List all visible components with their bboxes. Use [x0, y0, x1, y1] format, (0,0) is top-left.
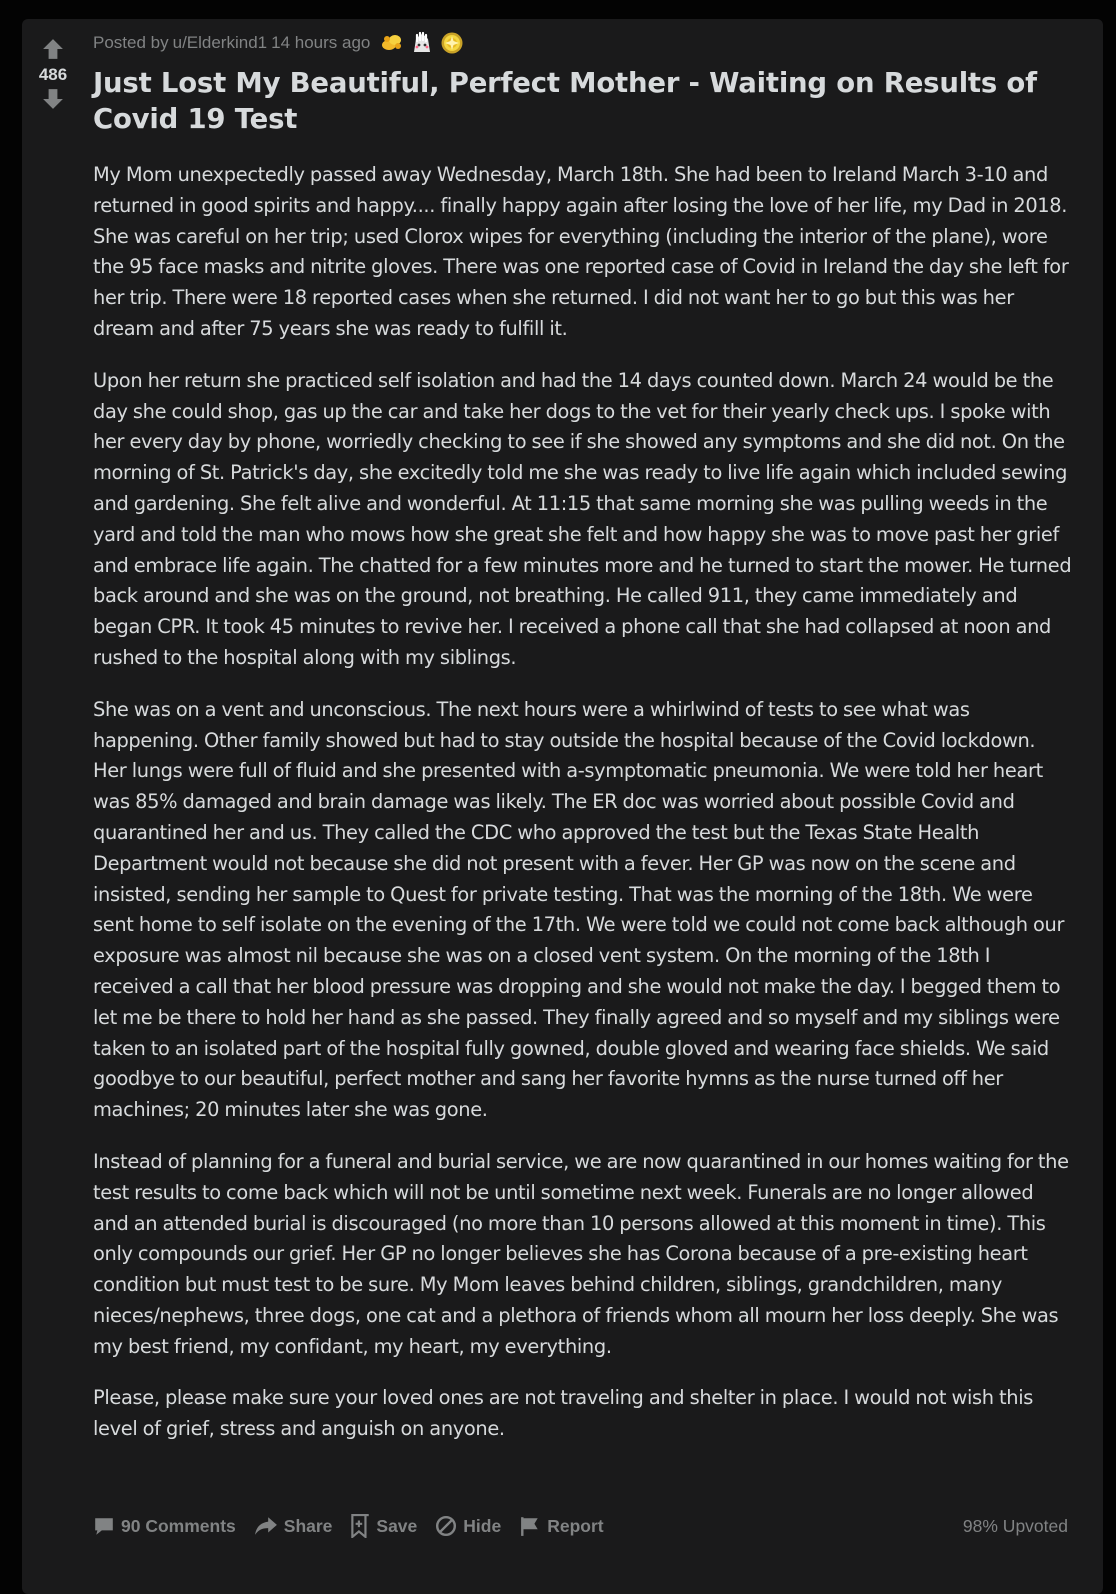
save-button[interactable]	[350, 1514, 417, 1538]
comments-button[interactable]	[93, 1515, 236, 1537]
hide-button[interactable]	[435, 1515, 501, 1537]
hide-label: Hide	[463, 1515, 502, 1536]
bookmark-plus-icon	[350, 1514, 370, 1538]
awards-list[interactable]	[380, 31, 464, 55]
post-content	[93, 19, 1073, 1466]
vote-score: 486	[38, 65, 68, 84]
hide-icon	[435, 1515, 457, 1537]
body-paragraph-2: Upon her return she practiced self isolation and had the 14 days counted down. March 24 would be the day she could shop, gas up the car and take her dogs to the vet for their yearly check ups. I spoke with her every day by phone, worriedly checking to see if she showed any symptoms and she did not. On the morning of St. Patrick's day, she excitedly told me she was ready to live life again which included sewing and gardening. She felt alive and wonderful. At 11:15 that same morning she was pulling weeds in the yard and told the man who mows how she great she felt and how happy she was to move past her grief and embrace life again. The chatted for a few minutes more and he turned to start the mower. He turned back around and she was on the ground, not breathing. He called 911, they came immediately and began CPR. It took 45 minutes to revive her. I received a phone call that she had collapsed at noon and rushed to the hospital along with my siblings.	[93, 368, 1072, 669]
report-label: Report	[547, 1515, 604, 1536]
comments-label: 90 Comments	[121, 1515, 236, 1536]
post-time[interactable]: 14 hours ago	[271, 33, 371, 52]
share-button[interactable]	[254, 1515, 333, 1537]
flag-icon	[519, 1515, 541, 1537]
body-paragraph-1: My Mom unexpectedly passed away Wednesday, March 18th. She had been to Ireland March 3-10 and returned in good spirits and happy.... finally happy again after losing the love of her life, my Dad in 2018. She was careful on her trip; used Clorox wipes for everything (including the interior of the plane), wore the 95 face masks and nitrite gloves. There was one reported case of Covid in Ireland the day she left for her trip. There were 18 reported cases when she returned. I did not want her to go but this was her dream and after 75 years she was ready to fulfill it.	[93, 163, 1069, 340]
share-label: Share	[283, 1515, 333, 1536]
downvote-button[interactable]	[41, 87, 65, 111]
silver-award-icon[interactable]	[440, 31, 464, 55]
body-paragraph-3: She was on a vent and unconscious. The next hours were a whirlwind of tests to see what was happening. Other family showed but had to stay outside the hospital because of the Covid lockdown. Her lungs were full of fluid and she presented with a-symptomatic pneumonia. We were told her heart was 85% damaged and brain damage was likely. The ER doc was worried about possible Covid and quarantined her and us. They called the CDC who approved the test but the Texas State Health Department would not because she did not present with a fever. Her GP was now on the scene and insisted, sending her sample to Quest for private testing. That was the morning of the 18th. We were sent home to self isolate on the evening of the 17th. We were told we could not come back although our exposure was almost nil because she was on a closed vent system. On the morning of the 18th I received a call that her blood pressure was dropping and she would not make the day. I begged them to let me be there to hold her hand as she passed. They finally agreed and so myself and my siblings were taken to an isolated part of the hospital fully gowned, double gloved and wearing face shields. We said goodbye to our beautiful, perfect mother and sang her favorite hymns as the nurse turned off her machines; 20 minutes later she was gone.	[93, 697, 1065, 1122]
body-paragraph-5: Please, please make sure your loved ones are not traveling and shelter in place. I would not wish this level of grief, stress and anguish on anyone.	[93, 1386, 1033, 1441]
vote-column	[22, 19, 84, 111]
post-meta	[93, 32, 1073, 54]
report-button[interactable]	[519, 1515, 603, 1537]
author-link[interactable]: u/Elderkind1	[172, 33, 268, 52]
post-card	[22, 19, 1103, 1594]
post-title[interactable]: Just Lost My Beautiful, Perfect Mother - Waiting on Results of Covid 19 Test	[93, 67, 1037, 135]
upvote-button[interactable]	[41, 37, 65, 61]
upvote-ratio: 98% Upvoted	[962, 1515, 1068, 1536]
hugz-award-icon[interactable]	[380, 31, 404, 55]
upvote-arrow-icon	[42, 38, 64, 60]
wholesome-award-icon[interactable]	[410, 31, 434, 55]
save-label: Save	[376, 1515, 418, 1536]
post-body	[93, 160, 1073, 1445]
body-paragraph-4: Instead of planning for a funeral and burial service, we are now quarantined in our homes waiting for the test results to come back which will not be until sometime next week. Funerals are no longer allowed and an attended burial is discouraged (no more than 10 persons allowed at this moment in time). This only compounds our grief. Her GP no longer believes she has Corona because of a pre-existing heart condition but must test to be sure. My Mom leaves behind children, siblings, grandchildren, many nieces/nephews, three dogs, one cat and a plethora of friends whom all mourn her loss deeply. She was my best friend, my confidant, my heart, my everything.	[93, 1149, 1069, 1358]
posted-by-label: Posted by	[93, 33, 169, 52]
comment-icon	[93, 1515, 115, 1537]
post-actions-bar	[93, 1511, 1068, 1541]
share-icon	[254, 1515, 278, 1537]
downvote-arrow-icon	[42, 88, 64, 110]
